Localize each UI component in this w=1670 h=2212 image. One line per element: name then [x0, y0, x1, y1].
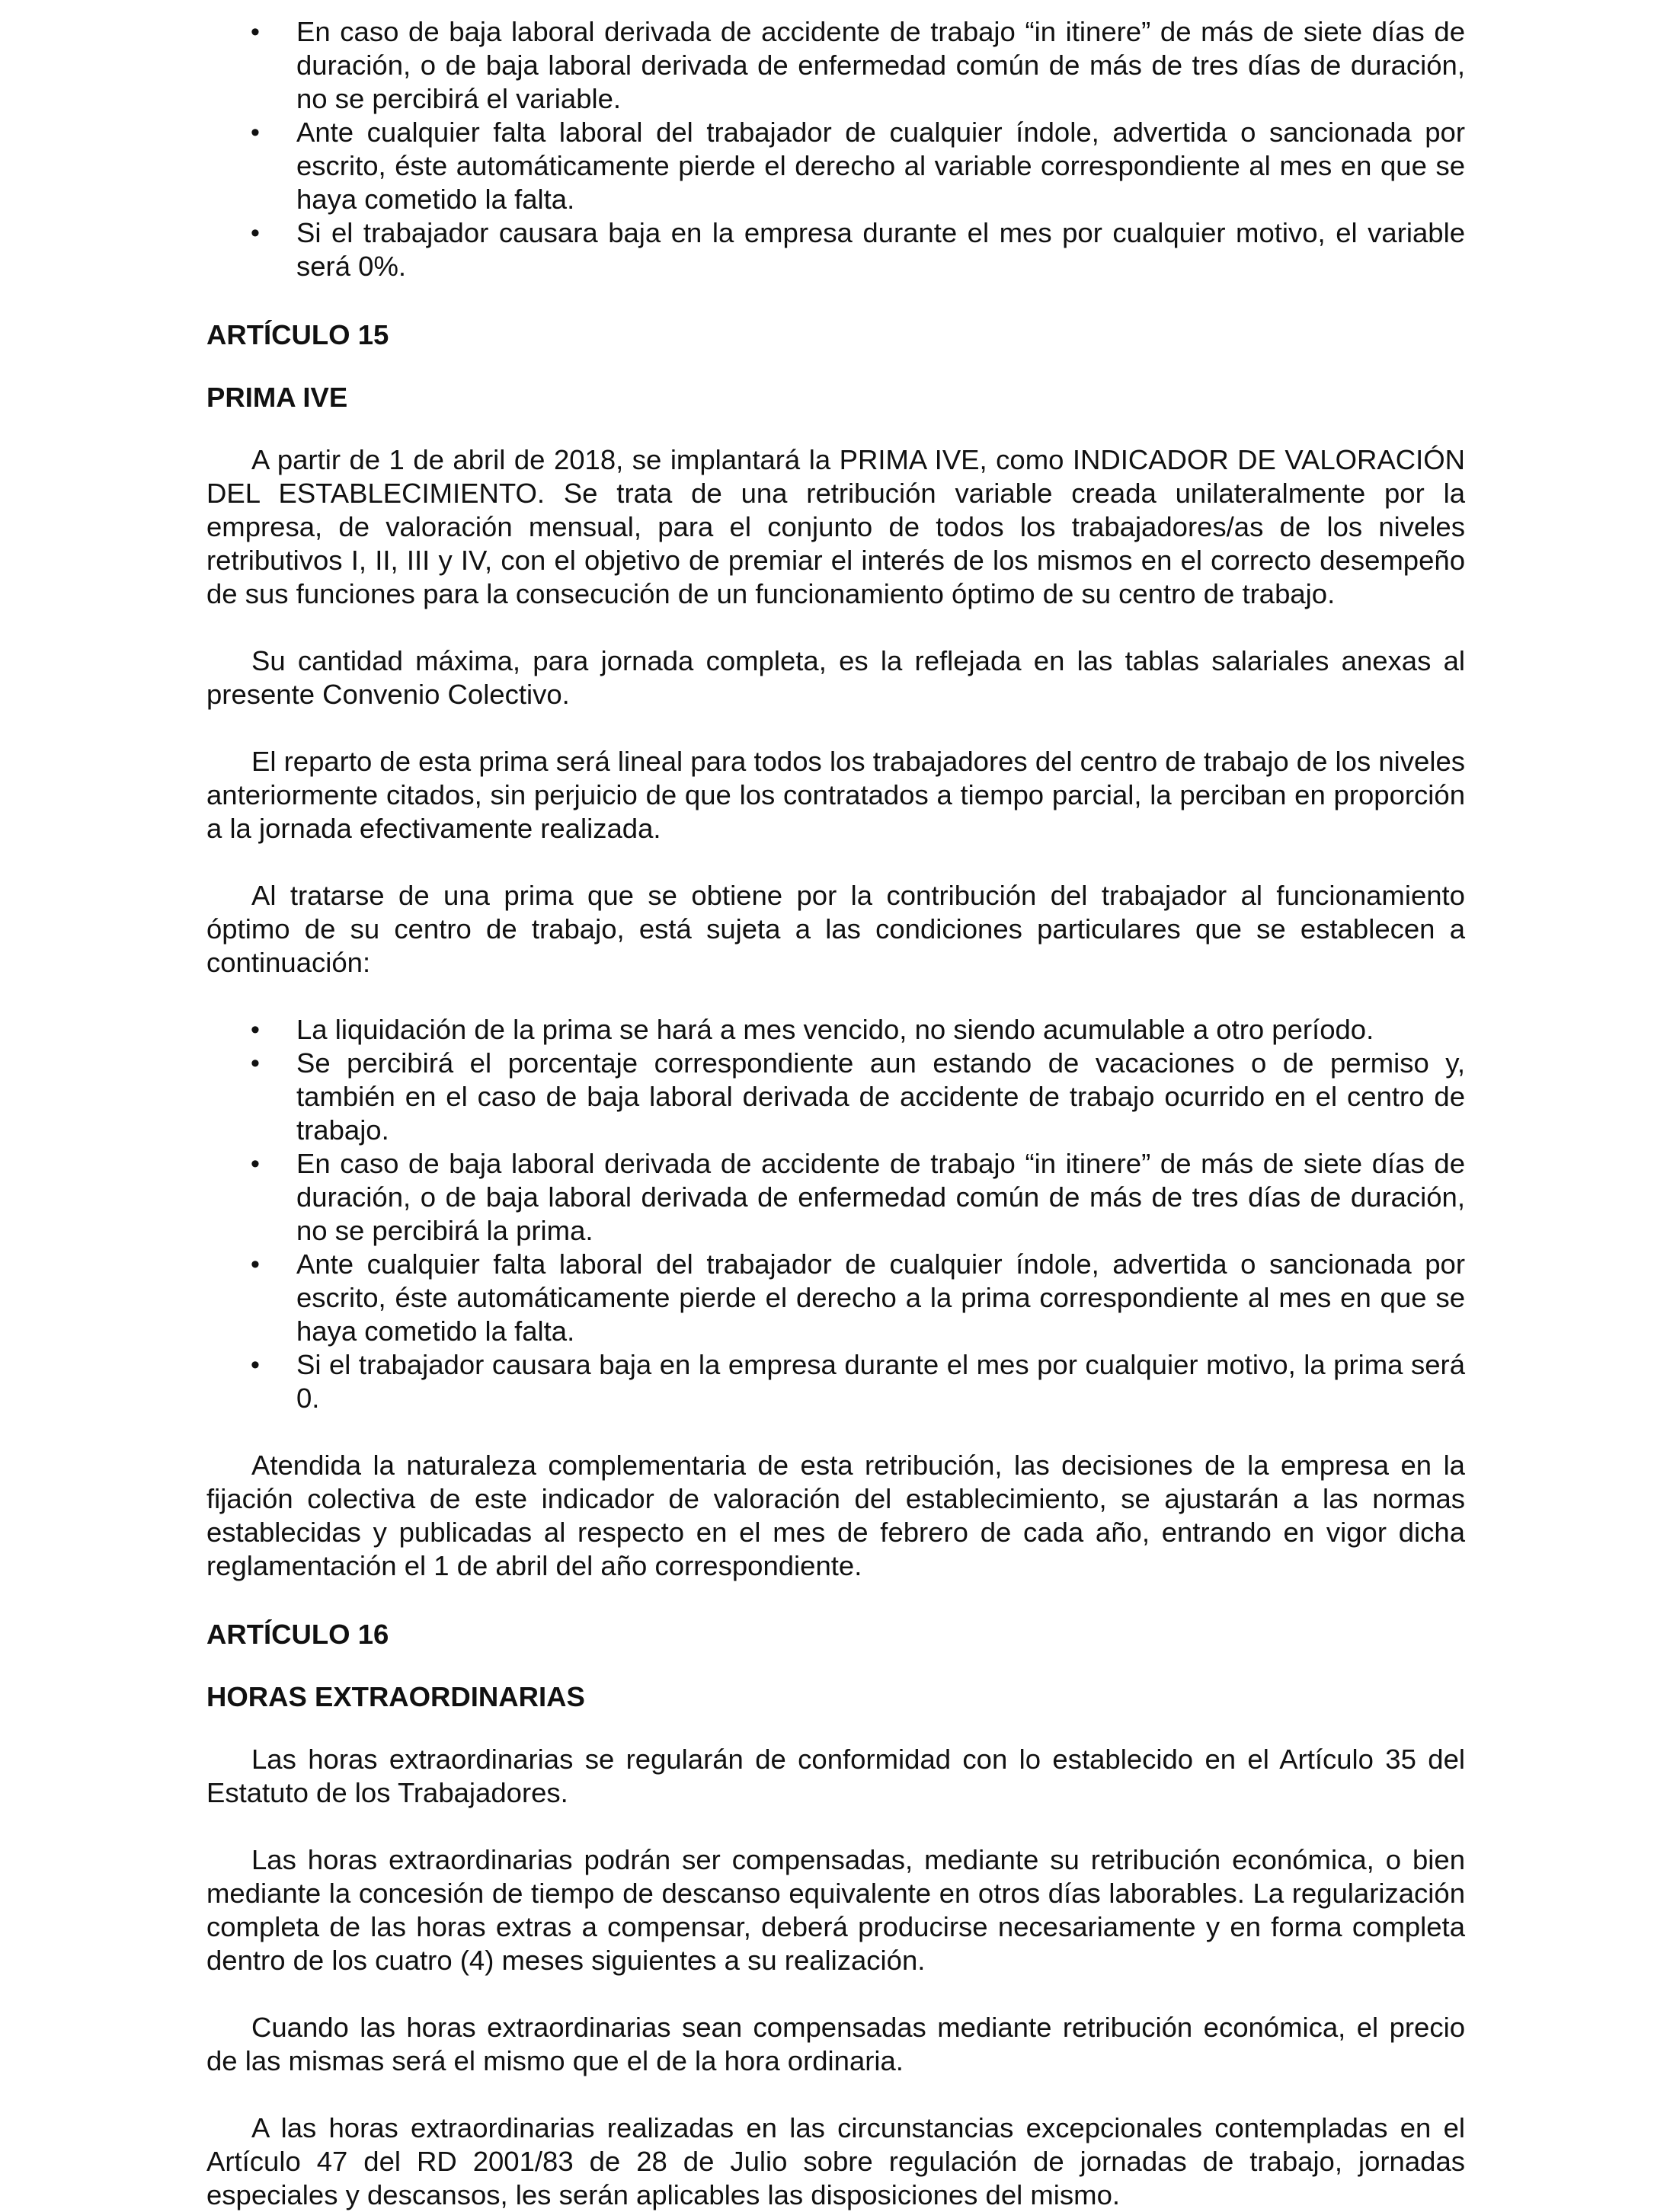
top-bullet-list [206, 15, 1465, 283]
paragraph: A partir de 1 de abril de 2018, se implantará la PRIMA IVE, como INDICADOR DE VALORACIÓN DEL ESTABLECIMIENTO. Se trata de una retribución variable creada unilateralmente por la empresa, de valoración mensual, para el conjunto de todos los trabajadores/as de los niveles retributivos I, II, III y IV, con el objetivo de premiar el interés de los mismos en el correcto desempeño de sus funciones para la consecución de un funcionamiento óptimo de su centro de trabajo. [206, 444, 1465, 609]
paragraph: Su cantidad máxima, para jornada completa, es la reflejada en las tablas salariales anexas al presente Convenio Colectivo. [206, 645, 1465, 710]
article-15-number: ARTÍCULO 15 [206, 319, 389, 350]
list-item: • Se percibirá el porcentaje correspondiente aun estando de vacaciones o de permiso y, también en el caso de baja laboral derivada de accidente de trabajo ocurrido en el centro de trabajo. [206, 1047, 1465, 1147]
paragraph: Cuando las horas extraordinarias sean compensadas mediante retribución económica, el precio de las mismas será el mismo que el de la hora ordinaria. [206, 2012, 1465, 2076]
document-page [206, 15, 1465, 2212]
paragraph: El reparto de esta prima será lineal para todos los trabajadores del centro de trabajo de los niveles anteriormente citados, sin perjuicio de que los contratados a tiempo parcial, la perciban en proporción a la jornada efectivamente realizada. [206, 746, 1465, 844]
list-item: • Ante cualquier falta laboral del trabajador de cualquier índole, advertida o sancionada por escrito, éste automáticamente pierde el derecho a la prima correspondiente al mes en que se haya cometido la falta. [206, 1248, 1465, 1348]
list-item: • En caso de baja laboral derivada de accidente de trabajo “in itinere” de más de siete días de duración, o de baja laboral derivada de enfermedad común de más de tres días de duración, no se percibirá la prima. [206, 1147, 1465, 1248]
article-15-title: PRIMA IVE [206, 382, 348, 413]
list-item: • Si el trabajador causara baja en la empresa durante el mes por cualquier motivo, el variable será 0%. [206, 216, 1465, 283]
paragraph: Al tratarse de una prima que se obtiene por la contribución del trabajador al funcionamiento óptimo de su centro de trabajo, está sujeta a las condiciones particulares que se establecen a continuación: [206, 880, 1465, 978]
list-item: • La liquidación de la prima se hará a mes vencido, no siendo acumulable a otro período. [206, 1013, 1465, 1047]
paragraph: Las horas extraordinarias se regularán de conformidad con lo establecido en el Artículo 35 del Estatuto de los Trabajadores. [206, 1744, 1465, 1808]
list-item: • En caso de baja laboral derivada de accidente de trabajo “in itinere” de más de siete días de duración, o de baja laboral derivada de enfermedad común de más de tres días de duración, no se percibirá el variable. [206, 15, 1465, 116]
article-16-number: ARTÍCULO 16 [206, 1619, 389, 1650]
list-item: • Ante cualquier falta laboral del trabajador de cualquier índole, advertida o sancionada por escrito, éste automáticamente pierde el derecho al variable correspondiente al mes en que se haya cometido la falta. [206, 116, 1465, 216]
paragraph: Las horas extraordinarias podrán ser compensadas, mediante su retribución económica, o bien mediante la concesión de tiempo de descanso equivalente en otros días laborables. La regularización completa de las horas extras a compensar, deberá producirse necesariamente y en forma completa dentro de los cuatro (4) meses siguientes a su realización. [206, 1844, 1465, 1976]
conditions-bullet-list [206, 1013, 1465, 1415]
paragraph: Atendida la naturaleza complementaria de esta retribución, las decisiones de la empresa en la fijación colectiva de este indicador de valoración del establecimiento, se ajustarán a las normas establecidas y publicadas al respecto en el mes de febrero de cada año, entrando en vigor dicha reglamentación el 1 de abril del año correspondiente. [206, 1450, 1465, 1581]
list-item: • Si el trabajador causara baja en la empresa durante el mes por cualquier motivo, la prima será 0. [206, 1348, 1465, 1415]
paragraph: A las horas extraordinarias realizadas en las circunstancias excepcionales contempladas en el Artículo 47 del RD 2001/83 de 28 de Julio sobre regulación de jornadas de trabajo, jornadas especiales y descansos, les serán aplicables las disposiciones del mismo. [206, 2112, 1465, 2210]
article-16-title: HORAS EXTRAORDINARIAS [206, 1681, 585, 1712]
